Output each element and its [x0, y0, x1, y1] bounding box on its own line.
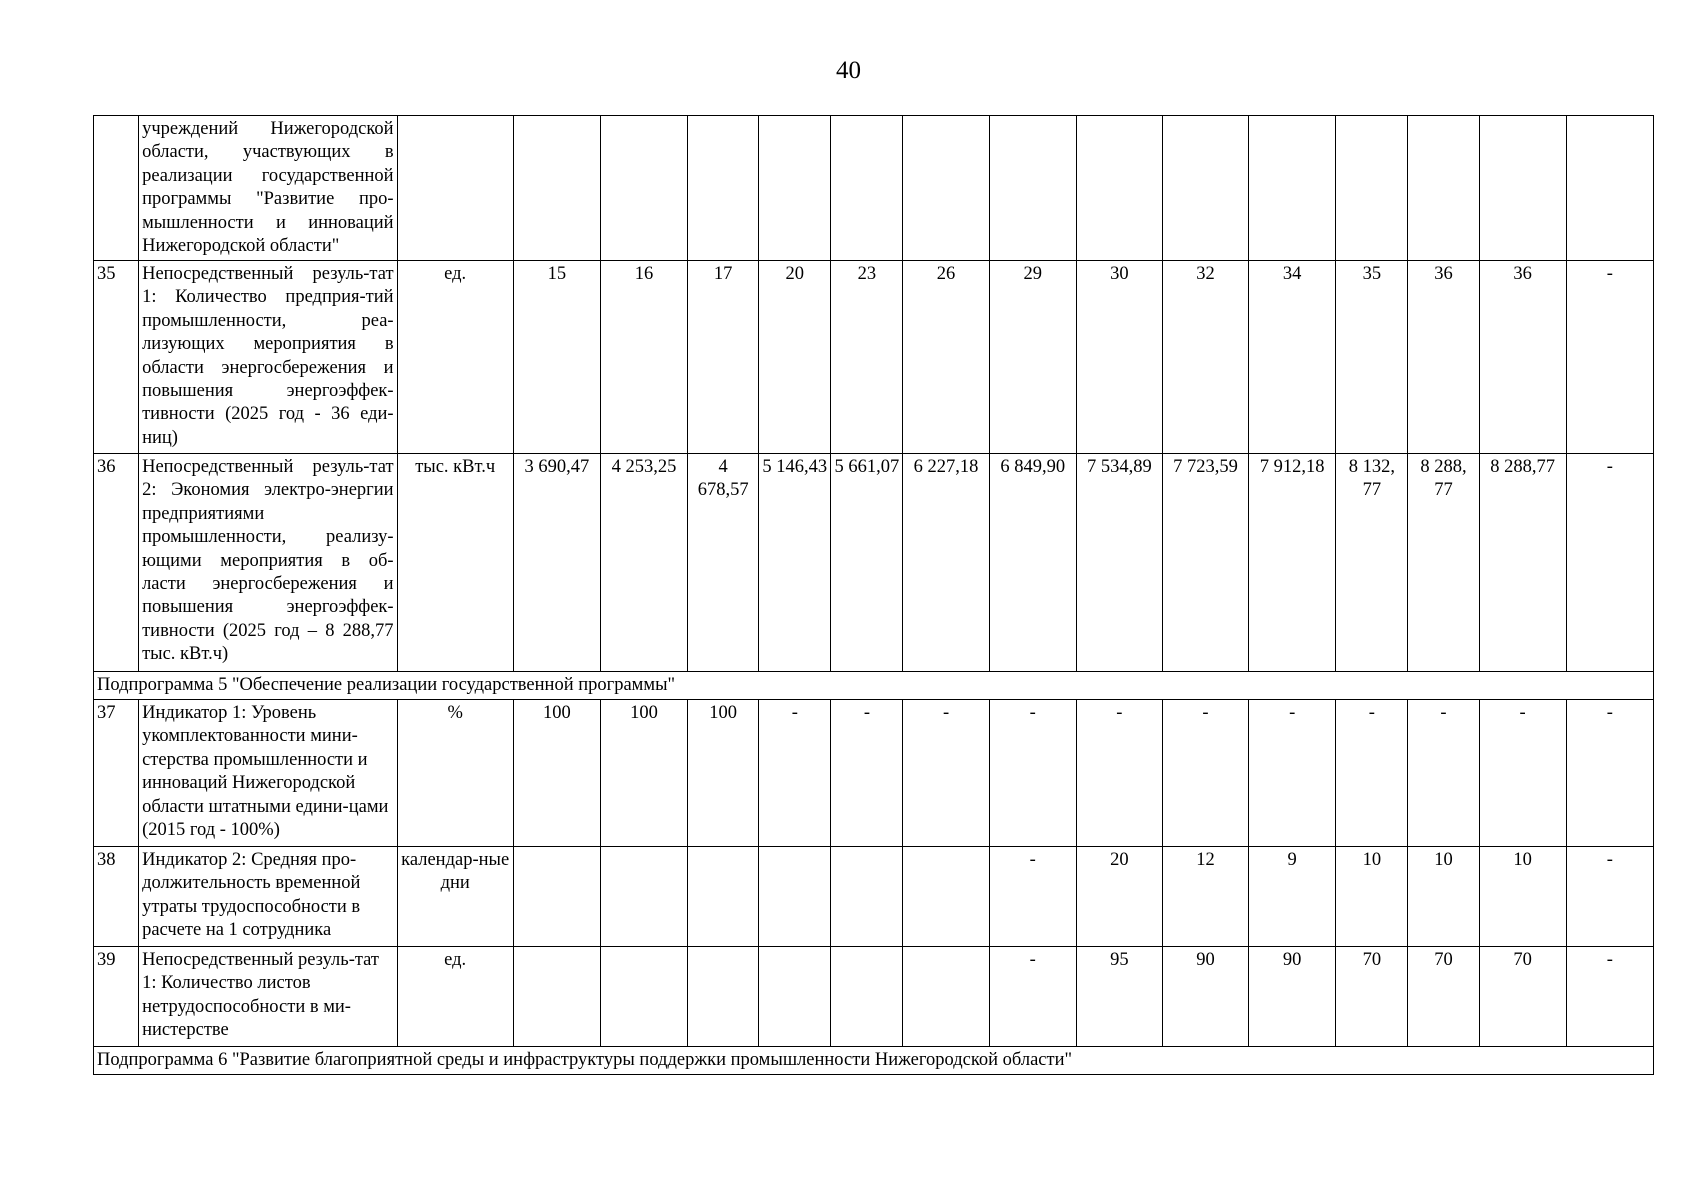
value-cell: 5 661,07 — [831, 454, 903, 672]
row-number: 37 — [94, 700, 139, 847]
page-number: 40 — [836, 57, 861, 84]
value-cell — [759, 947, 831, 1047]
value-cell — [513, 947, 600, 1047]
value-cell — [831, 947, 903, 1047]
value-cell: 32 — [1162, 261, 1248, 454]
row-number: 36 — [94, 454, 139, 672]
subprogram-title: Подпрограмма 5 "Обеспечение реализации государственной программы" — [94, 672, 1654, 700]
value-cell: 30 — [1076, 261, 1162, 454]
value-cell: 4 253,25 — [600, 454, 687, 672]
value-cell: 29 — [989, 261, 1076, 454]
indicator-description: Непосредственный резуль-тат 2: Экономия электро-энергии предприятиями промышленности, реализу-ющими мероприятия в об-ласти энергосбережения и повышения энергоэффек-тивности (2025 год – 8 288,77 тыс. кВт.ч) — [139, 454, 397, 672]
value-cell: 23 — [831, 261, 903, 454]
indicator-description: Индикатор 2: Средняя про-должительность временной утраты трудоспособности в расчете на 1 сотрудника — [139, 847, 397, 947]
value-cell: 26 — [903, 261, 989, 454]
unit-of-measure: % — [397, 700, 513, 847]
value-cell — [903, 847, 989, 947]
value-cell — [513, 847, 600, 947]
value-cell: - — [831, 700, 903, 847]
value-cell: 35 — [1336, 261, 1408, 454]
value-cell — [989, 116, 1076, 261]
value-cell: 36 — [1408, 261, 1479, 454]
value-cell — [1249, 116, 1336, 261]
value-cell — [600, 947, 687, 1047]
value-cell: 70 — [1408, 947, 1479, 1047]
value-cell: - — [1566, 847, 1653, 947]
indicator-description: учреждений Нижегородской области, участвующих в реализации государственной программы "Развитие про-мышленности и инноваций Нижегородской области" — [139, 116, 397, 261]
value-cell — [831, 847, 903, 947]
value-cell: 70 — [1336, 947, 1408, 1047]
value-cell: 100 — [688, 700, 759, 847]
value-cell: 5 146,43 — [759, 454, 831, 672]
value-cell: - — [1566, 454, 1653, 672]
value-cell: - — [759, 700, 831, 847]
value-cell: 3 690,47 — [513, 454, 600, 672]
unit-of-measure: тыс. кВт.ч — [397, 454, 513, 672]
value-cell: - — [1479, 700, 1566, 847]
value-cell: 34 — [1249, 261, 1336, 454]
value-cell: 8 132, 77 — [1336, 454, 1408, 672]
value-cell: 8 288, 77 — [1408, 454, 1479, 672]
value-cell: - — [989, 947, 1076, 1047]
value-cell — [1408, 116, 1479, 261]
table-row — [94, 947, 1654, 1047]
value-cell: - — [1162, 700, 1248, 847]
value-cell — [903, 947, 989, 1047]
value-cell — [688, 847, 759, 947]
table-row — [94, 700, 1654, 847]
value-cell — [759, 116, 831, 261]
subprogram-title: Подпрограмма 6 "Развитие благоприятной среды и инфраструктуры поддержки промышленности Нижегородской области" — [94, 1047, 1654, 1075]
value-cell: 12 — [1162, 847, 1248, 947]
value-cell: - — [1566, 947, 1653, 1047]
value-cell: 20 — [1076, 847, 1162, 947]
value-cell — [1336, 116, 1408, 261]
indicators-table — [93, 115, 1654, 1075]
value-cell: 10 — [1336, 847, 1408, 947]
value-cell: 7 534,89 — [1076, 454, 1162, 672]
row-number: 35 — [94, 261, 139, 454]
value-cell: - — [989, 847, 1076, 947]
value-cell — [688, 947, 759, 1047]
value-cell: - — [1408, 700, 1479, 847]
value-cell: 36 — [1479, 261, 1566, 454]
value-cell: 7 723,59 — [1162, 454, 1248, 672]
value-cell: 17 — [688, 261, 759, 454]
value-cell — [831, 116, 903, 261]
value-cell: 10 — [1408, 847, 1479, 947]
value-cell: 20 — [759, 261, 831, 454]
value-cell: 100 — [600, 700, 687, 847]
value-cell — [688, 116, 759, 261]
table-row — [94, 261, 1654, 454]
value-cell — [903, 116, 989, 261]
value-cell: - — [903, 700, 989, 847]
row-number: 38 — [94, 847, 139, 947]
value-cell: 8 288,77 — [1479, 454, 1566, 672]
value-cell: - — [989, 700, 1076, 847]
value-cell — [759, 847, 831, 947]
unit-of-measure: календар-ные дни — [397, 847, 513, 947]
value-cell: 9 — [1249, 847, 1336, 947]
unit-of-measure: ед. — [397, 261, 513, 454]
value-cell: 95 — [1076, 947, 1162, 1047]
table-body — [94, 116, 1654, 1075]
value-cell — [600, 847, 687, 947]
row-number: 39 — [94, 947, 139, 1047]
value-cell: 90 — [1249, 947, 1336, 1047]
table-row — [94, 116, 1654, 261]
value-cell — [513, 116, 600, 261]
subprogram-header-row — [94, 1047, 1654, 1075]
indicator-description: Непосредственный резуль-тат 1: Количество предприя-тий промышленности, реа-лизующих мероприятия в области энергосбережения и повышения энергоэффек-тивности (2025 год - 36 еди-ниц) — [139, 261, 397, 454]
value-cell: 15 — [513, 261, 600, 454]
table-row — [94, 847, 1654, 947]
table-row — [94, 454, 1654, 672]
value-cell: 6 849,90 — [989, 454, 1076, 672]
value-cell: 7 912,18 — [1249, 454, 1336, 672]
value-cell: 16 — [600, 261, 687, 454]
value-cell: 10 — [1479, 847, 1566, 947]
value-cell — [1162, 116, 1248, 261]
value-cell: 90 — [1162, 947, 1248, 1047]
unit-of-measure — [397, 116, 513, 261]
value-cell — [1479, 116, 1566, 261]
value-cell: - — [1336, 700, 1408, 847]
value-cell: 4 678,57 — [688, 454, 759, 672]
value-cell: - — [1076, 700, 1162, 847]
indicator-description: Индикатор 1: Уровень укомплектованности мини-стерства промышленности и инноваций Нижегородской области штатными едини-цами (2015 год - 100%) — [139, 700, 397, 847]
unit-of-measure: ед. — [397, 947, 513, 1047]
value-cell — [1566, 116, 1653, 261]
value-cell: 6 227,18 — [903, 454, 989, 672]
indicator-description: Непосредственный резуль-тат 1: Количество листов нетрудоспособности в ми-нистерстве — [139, 947, 397, 1047]
subprogram-header-row — [94, 672, 1654, 700]
value-cell: - — [1566, 700, 1653, 847]
value-cell — [600, 116, 687, 261]
value-cell — [1076, 116, 1162, 261]
value-cell: - — [1249, 700, 1336, 847]
row-number — [94, 116, 139, 261]
value-cell: 100 — [513, 700, 600, 847]
value-cell: - — [1566, 261, 1653, 454]
value-cell: 70 — [1479, 947, 1566, 1047]
